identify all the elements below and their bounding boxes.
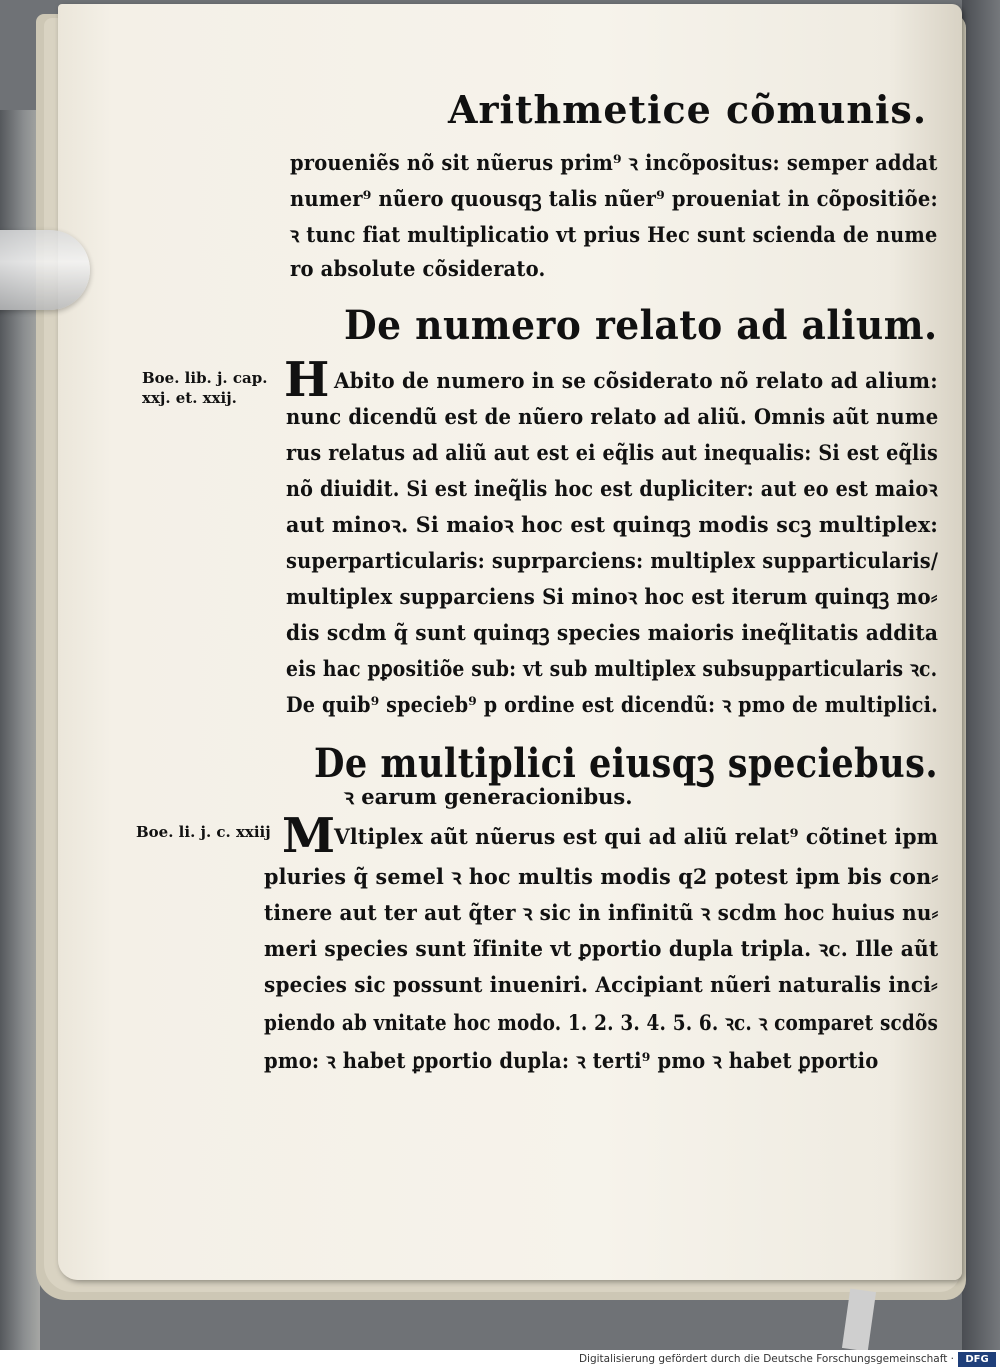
section-subheading: ꝛ earum generacionibus.	[344, 784, 633, 809]
text-line: ꝛ tunc fiat multiplicatio vt prius Hec sunt scienda de nume	[290, 222, 938, 247]
margin-note: Boe. li. j. c. xxiij	[136, 823, 271, 841]
text-line: meri species sunt ĩfinite vt ꝑportio dupla tripla. ꝛc. Ille aũt	[264, 936, 939, 961]
margin-note-line: Boe. lib. j. cap.	[142, 369, 268, 387]
initial-letter: M	[282, 808, 336, 864]
text-line: Vltiplex aũt nũerus est qui ad aliũ relat⁹ cõtinet ipm	[334, 824, 939, 849]
text-line: rus relatus ad aliũ aut est ei eq̃lis aut inequalis: Si est eq̃lis	[286, 440, 939, 465]
text-line: De quib⁹ specieb⁹ p ordine est dicendũ: ꝛ pmo de multiplici.	[286, 692, 938, 717]
book-spine-shadow	[962, 0, 1000, 1350]
text-line: numer⁹ nũero quousqꝫ talis nũer⁹ proueniat in cõpositiõe:	[290, 186, 938, 211]
text-line: pluries q̃ semel ꝛ hoc multis modis q2 potest ipm bis con⸗	[264, 864, 939, 889]
text-line: superparticularis: suprparciens: multiplex supparticularis/	[286, 548, 939, 573]
text-line: Abito de numero in se cõsiderato nõ relato ad alium:	[334, 368, 938, 393]
section-heading: De multiplici eiusqꝫ speciebus.	[314, 740, 938, 787]
dfg-logo: DFG	[958, 1352, 996, 1367]
running-head: Arithmetice cõmunis.	[448, 86, 928, 132]
text-line: proueniẽs nõ sit nũerus prim⁹ ꝛ incõpositus: semper addat	[290, 150, 938, 175]
book-clamp	[0, 230, 90, 310]
text-line: multiplex supparciens Si minoꝛ hoc est iterum quinqꝫ mo⸗	[286, 584, 938, 609]
footer-credit: Digitalisierung gefördert durch die Deutsche Forschungsgemeinschaft ·	[578, 1353, 954, 1365]
text-line: nõ diuidit. Si est ineq̃lis hoc est dupliciter: aut eo est maioꝛ	[286, 476, 938, 501]
text-line: pmo: ꝛ habet ꝑportio dupla: ꝛ terti⁹ pmo ꝛ habet ꝑportio	[264, 1048, 879, 1073]
book-page	[58, 4, 962, 1280]
text-line: nunc dicendũ est de nũero relato ad aliũ. Omnis aũt nume	[286, 404, 939, 429]
section-heading: De numero relato ad alium.	[344, 302, 938, 349]
text-line: eis hac pꝑositiõe sub: vt sub multiplex subsupparticularis ꝛc.	[286, 656, 938, 681]
text-line: dis scdm q̃ sunt quinqꝫ species maioris ineq̃litatis addita	[286, 620, 939, 645]
footer-bar	[0, 1350, 1000, 1370]
margin-note	[142, 368, 267, 408]
text-line: ro absolute cõsiderato.	[290, 256, 546, 281]
text-line: piendo ab vnitate hoc modo. 1. 2. 3. 4. 5. 6. ꝛc. ꝛ comparet scdõs	[264, 1010, 939, 1035]
initial-letter: H	[284, 352, 330, 408]
margin-note-line: xxj. et. xxij.	[142, 389, 237, 407]
text-line: tinere aut ter aut q̃ter ꝛ sic in infinitũ ꝛ scdm hoc huius nu⸗	[264, 900, 939, 925]
text-line: aut minoꝛ. Si maioꝛ hoc est quinqꝫ modis scꝫ multiplex:	[286, 512, 939, 537]
text-line: species sic possunt inueniri. Accipiant nũeri naturalis inci⸗	[264, 972, 938, 997]
